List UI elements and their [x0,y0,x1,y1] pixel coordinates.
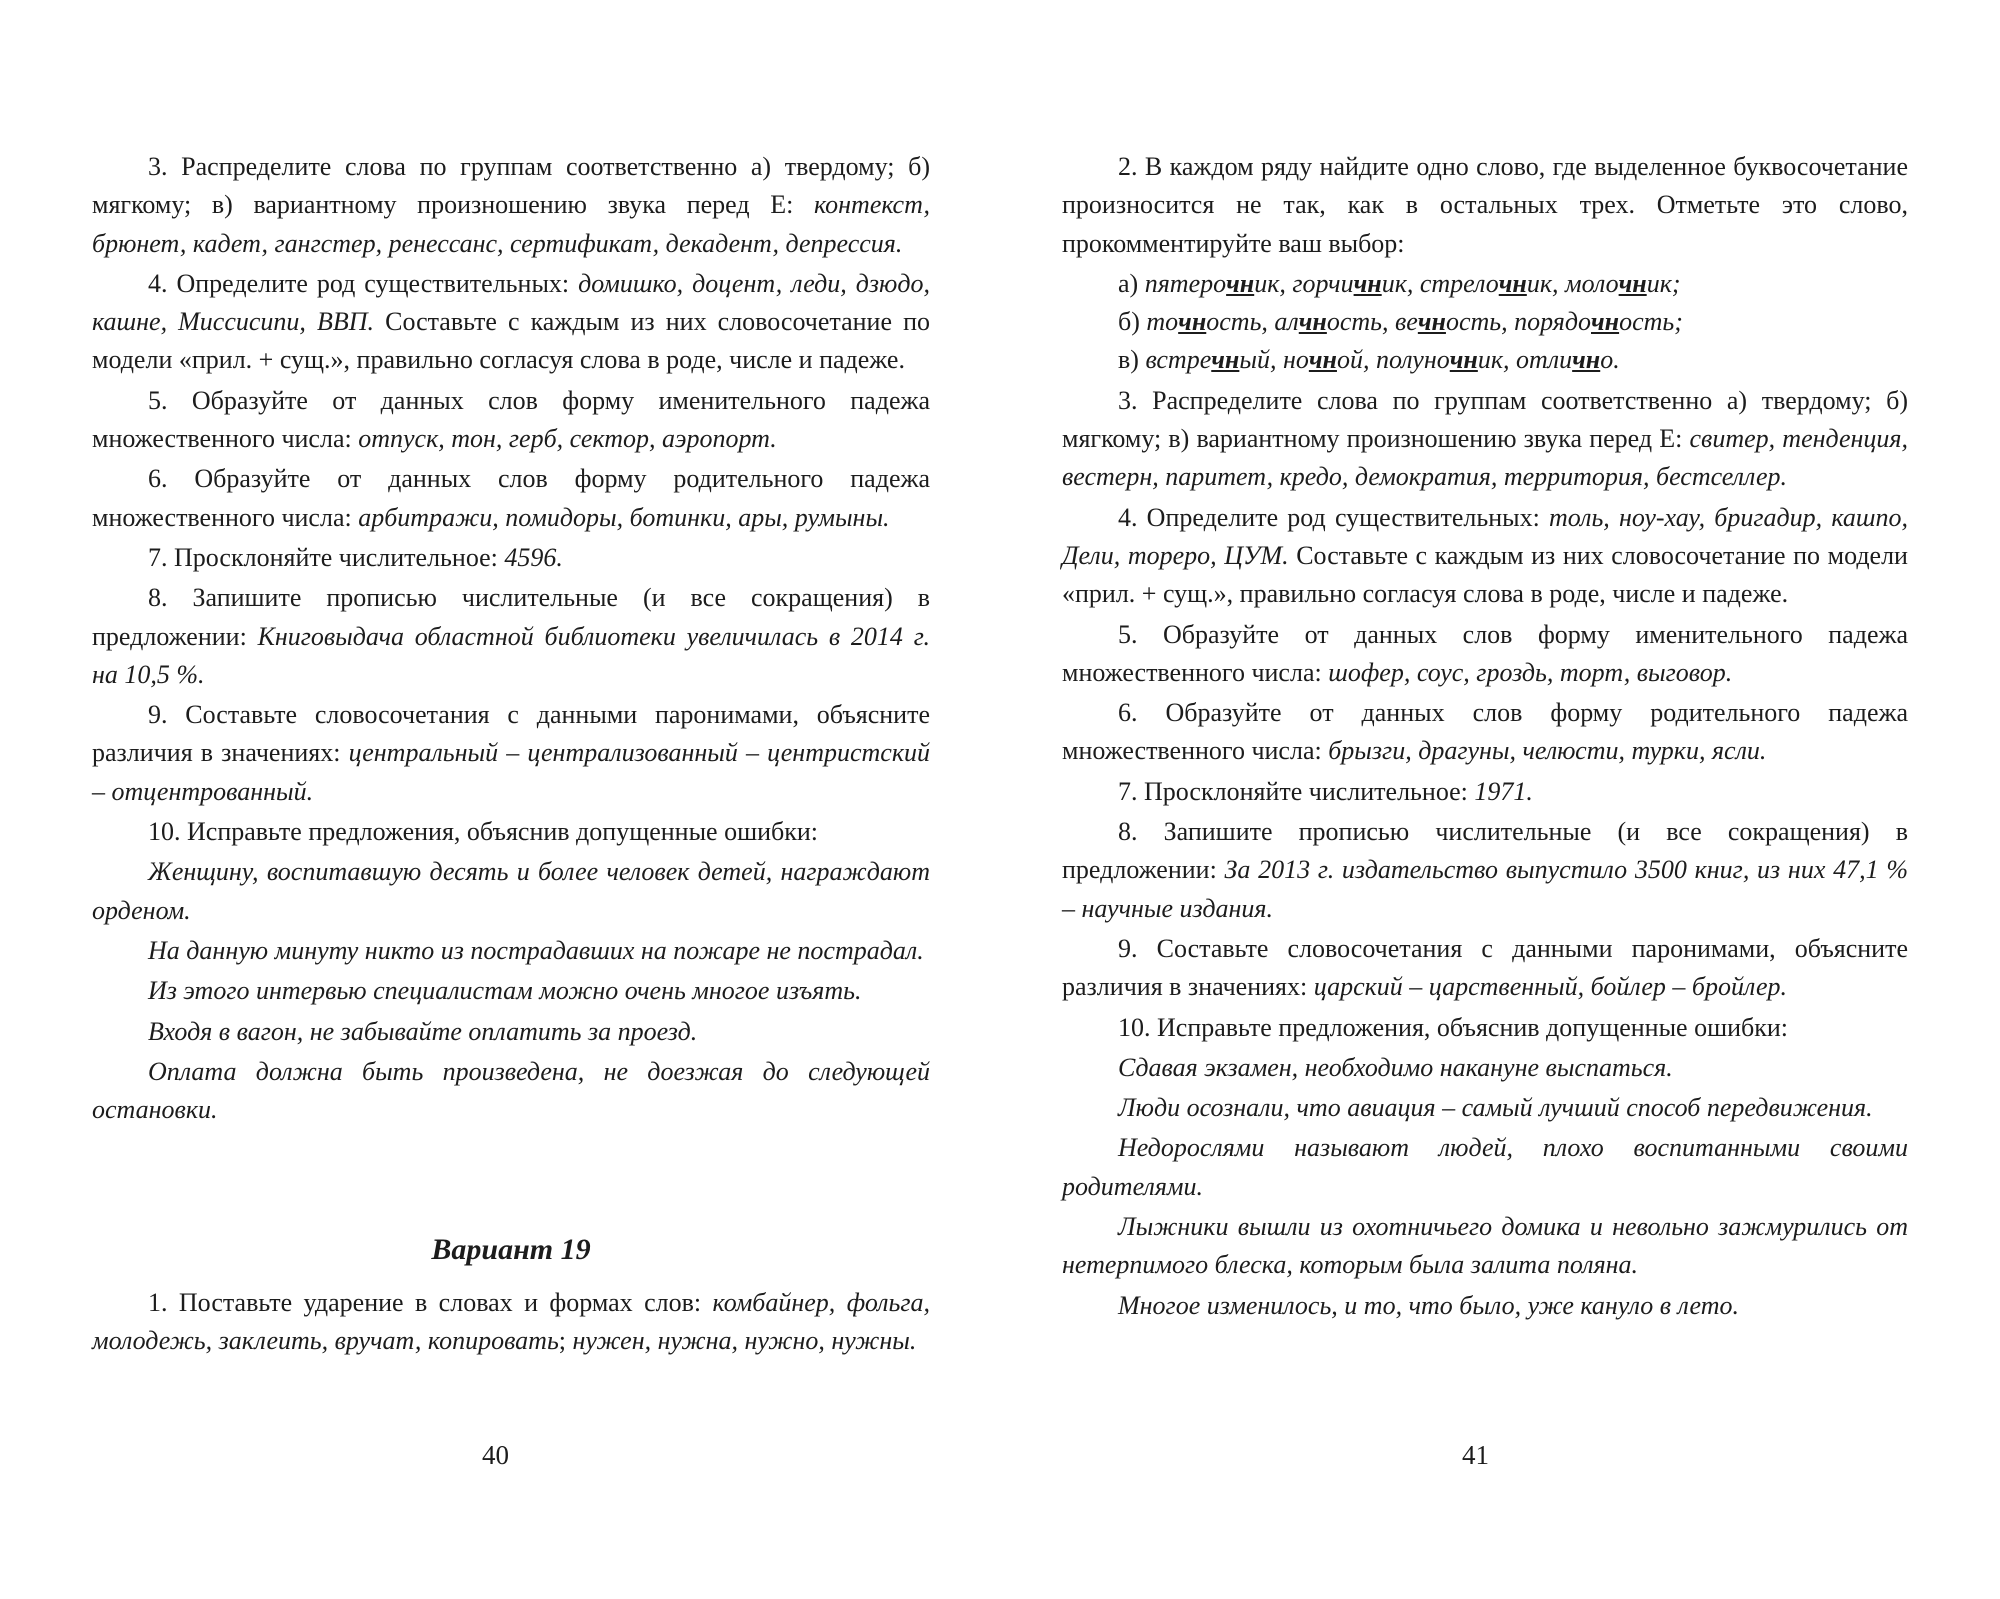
right-task-4-text: 4. Определите род существительных: [1118,502,1549,532]
left-task-8 [92,579,930,694]
right-task-6-text: 6. Образуйте от данных слов форму родительного падежа множественного числа: [1062,698,1908,766]
highlight-letters: чн [1298,307,1327,337]
word-part: ость, [1326,307,1396,337]
left-task-7-text: 7. Просклоняйте числительное: [148,542,505,572]
word-part: то [1146,307,1179,337]
word-part: ик; [1646,268,1681,298]
right-sentence-1: Сдавая экзамен, необходимо накануне выспаться. [1118,1052,1673,1082]
left-task-9 [92,696,930,811]
right-task-3-text: 3. Распределите слова по группам соответственно а) твердому; б) мягкому; в) вариантному произношению звука перед Е: [1062,385,1908,454]
right-sentence-4: Лыжники вышли из охотничьего домика и невольно зажмурились от нетерпимого блеска, которым была залита поляна. [1062,1212,1908,1280]
left-task-7 [92,539,930,577]
right-task-5 [1062,616,1908,693]
left-sentence [92,932,930,970]
right-task-4-words: толь, ноу-хау, бригадир, кашпо, Дели, тореро, ЦУМ. [1062,502,1909,570]
left-sentence [92,853,930,930]
left-task-9-words: центральный – централизованный – центристский – отцентрованный. [92,738,930,806]
left-task-5 [92,382,930,459]
page-number-left: 40 [482,1440,509,1470]
highlight-letters: чн [1308,345,1337,375]
right-sentence-3: Недорослями называют людей, плохо воспитанными своими родителями. [1062,1133,1908,1201]
right-task-10 [1062,1009,1908,1047]
word-part: ве [1395,307,1418,337]
right-task-5-words: шофер, соус, гроздь, торт, выговор. [1328,657,1733,687]
right-task-2-row-a [1062,265,1908,303]
variant-19-task-1-text: 1. Поставьте ударение в словах и формах слов: [148,1287,713,1317]
right-task-3-words: свитер, тенденция, вестерн, паритет, кредо, демократия, территория, бестселлер. [1062,424,1908,492]
right-task-2-row-b [1062,303,1908,341]
word-part: но [1282,345,1309,375]
right-sentence [1062,1089,1908,1127]
right-sentence [1062,1287,1908,1325]
left-task-3 [92,148,930,263]
right-task-9-text: 9. Составьте словосочетания с данными паронимами, объясните различия в значениях: [1062,933,1908,1002]
variant-heading: Вариант 19 [431,1233,591,1267]
highlight-letters: чн [1211,345,1240,375]
highlight-letters: чн [1618,268,1647,298]
word-part: полуно [1375,345,1450,375]
left-task-10 [92,813,930,851]
page-right [1000,0,2000,1599]
right-sentence-5: Многое изменилось, и то, что было, уже кануло в лето. [1118,1290,1740,1320]
left-task-4-text: 4. Определите род существительных: [148,268,579,298]
highlight-letters: чн [1417,307,1446,337]
right-task-6-words: брызги, драгуны, челюсти, турки, ясли. [1328,736,1767,766]
word-part: пятеро [1144,268,1227,298]
word-part: встре [1145,345,1212,375]
right-task-3 [1062,382,1908,497]
row-label: а) [1118,268,1145,298]
left-text-column [92,148,930,1362]
right-task-2-row-c [1062,341,1908,379]
left-sentence [92,972,930,1010]
word-part: стрело [1419,268,1499,298]
left-sentence-3: Из этого интервью специалистам можно очень многое изъять. [148,976,862,1006]
word-part: ик, [1526,268,1565,298]
right-task-7 [1062,773,1908,811]
word-part: ость; [1619,307,1683,337]
right-sentence-2: Люди осознали, что авиация – самый лучший способ передвижения. [1118,1093,1873,1123]
left-task-6-words: арбитражи, помидоры, ботинки, ары, румыны. [358,502,890,532]
right-sentence [1062,1049,1908,1087]
right-text-column [1062,148,1908,1327]
page-number-right: 41 [1462,1440,1489,1470]
left-task-3-words: контекст, брюнет, кадет, гангстер, ренессанс, сертификат, декадент, депрессия. [92,190,930,258]
row-label: в) [1118,345,1146,375]
word-part: ость, [1206,307,1275,337]
left-task-4 [92,265,930,380]
left-task-5-words: отпуск, тон, герб, сектор, аэропорт. [358,424,777,454]
left-task-7-words: 4596. [504,542,563,572]
left-task-8-text: 8. Запишите прописью числительные (и все сокращения) в предложении: [92,583,930,651]
left-task-4-tail: Составьте с каждым из них словосочетание по модели «прил. + сущ.», правильно согласуя слова в роде, числе и падеже. [92,307,930,375]
word-part: ик, [1477,345,1517,375]
left-task-3-text: 3. Распределите слова по группам соответственно а) твердому; б) мягкому; в) вариантному произношению звука перед Е: [92,152,930,220]
word-part: ал [1274,307,1299,337]
left-sentence-2: На данную минуту никто из пострадавших на пожаре не пострадал. [148,935,924,965]
highlight-letters: чн [1572,345,1601,375]
word-part: ик, [1254,268,1293,298]
highlight-letters: чн [1226,268,1255,298]
variant-19-task-1-words-b: нужен, нужна, нужно, нужны. [572,1326,917,1356]
left-task-8-words: Книговыдача областной библиотеки увеличилась в 2014 г. на 10,5 %. [92,621,931,689]
right-task-9 [1062,930,1908,1007]
word-part: отли [1516,345,1573,375]
left-sentence [92,1053,930,1130]
word-part: горчи [1292,268,1354,298]
right-task-7-words: 1971. [1474,776,1533,806]
right-sentence [1062,1208,1908,1285]
variant-19-task-1-words-a: комбайнер, фольга, молодежь, заклеить, вручат, копировать [92,1287,930,1356]
right-task-9-words: царский – царственный, бойлер – бройлер. [1313,972,1787,1002]
left-task-6-text: 6. Образуйте от данных слов форму родительного падежа множественного числа: [92,464,930,532]
left-task-9-text: 9. Составьте словосочетания с данными паронимами, объясните различия в значениях: [92,700,930,768]
right-task-6 [1062,694,1908,771]
left-sentence [92,1013,930,1051]
left-sentence-5: Оплата должна быть произведена, не доезжая до следующей остановки. [92,1056,930,1125]
left-task-5-text: 5. Образуйте от данных слов форму именительного падежа множественного числа: [92,385,930,454]
highlight-letters: чн [1449,345,1478,375]
word-part: порядо [1514,307,1591,337]
highlight-letters: чн [1353,268,1382,298]
variant-19-task-1 [92,1284,930,1361]
left-task-10-text: 10. Исправьте предложения, объяснив допущенные ошибки: [148,817,819,847]
highlight-letters: чн [1178,307,1207,337]
right-task-8-words: За 2013 г. издательство выпустило 3500 книг, из них 47,1 % – научные издания. [1062,855,1909,923]
word-part: ой, [1336,345,1376,375]
right-task-8-text: 8. Запишите прописью числительные (и все сокращения) в предложении: [1062,817,1908,885]
right-task-8 [1062,813,1908,928]
left-sentence-4: Входя в вагон, не забывайте оплатить за проезд. [148,1016,698,1046]
word-part: ый, [1239,345,1283,375]
right-task-5-text: 5. Образуйте от данных слов форму именительного падежа множественного числа: [1062,619,1908,687]
right-task-4-tail: Составьте с каждым из них словосочетание по модели «прил. + сущ.», правильно согласуя слова в роде, числе и падеже. [1062,540,1908,609]
right-task-4 [1062,499,1908,614]
word-part: о. [1600,345,1620,375]
row-label: б) [1118,307,1147,337]
right-sentence [1062,1129,1908,1206]
right-task-7-text: 7. Просклоняйте числительное: [1118,776,1475,806]
variant-19-task-1-separator: ; [558,1326,573,1356]
word-part: ость, [1445,307,1515,337]
right-task-10-text: 10. Исправьте предложения, объяснив допущенные ошибки: [1118,1012,1789,1042]
left-task-4-words: домишко, доцент, леди, дзюдо, кашне, Миссисипи, ВВП. [92,268,931,337]
left-task-6 [92,460,930,537]
right-task-2-text: 2. В каждом ряду найдите одно слово, где выделенное буквосочетание произносится не так, как в остальных трех. Отметьте это слово, прокомментируйте ваш выбор: [1062,152,1908,258]
right-task-2 [1062,148,1908,263]
left-sentence-1: Женщину, воспитавшую десять и более человек детей, награждают орденом. [92,857,930,925]
highlight-letters: чн [1591,307,1620,337]
highlight-letters: чн [1498,268,1527,298]
word-part: ик, [1381,268,1420,298]
word-part: моло [1565,268,1619,298]
